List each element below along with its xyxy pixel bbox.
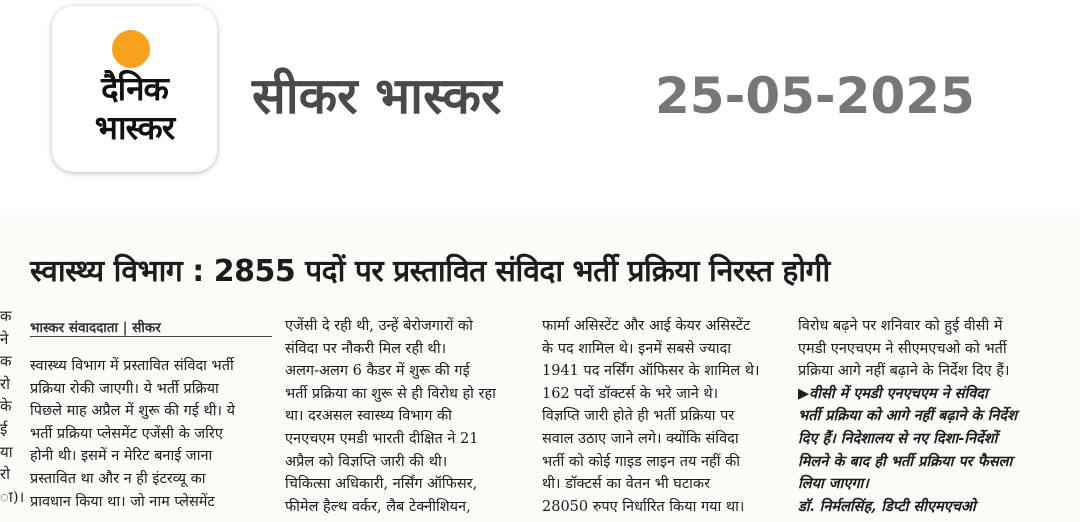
text-line: एमडी एनएचएम ने सीएमएचओ को भर्ती [798, 340, 1007, 357]
edge-mark: रो [0, 465, 11, 484]
pull-quote-line: दिए हैं। निदेशालय से नए दिशा-निर्देशों [798, 429, 998, 447]
text-line: के पद शामिल थे। इनमें सबसे ज्यादा [542, 340, 731, 357]
text-line: भर्ती प्रक्रिया प्लेसमेंट एजेंसी के जरिए [30, 425, 223, 442]
article-byline: भास्कर संवाददाता | सीकर [30, 320, 161, 336]
edge-mark: या [0, 442, 13, 461]
edge-mark: रो [0, 374, 11, 393]
text-line: भर्ती प्रक्रिया का शुरू से ही विरोध हो रहा [285, 385, 496, 402]
dainik-bhaskar-logo [52, 6, 217, 172]
pull-quote-line: मिलने के बाद ही भर्ती प्रक्रिया पर फैसला [798, 452, 1013, 470]
text-line: अलग-अलग 6 कैडर में शुरू की गई [285, 363, 470, 380]
article-column-3 [542, 315, 786, 518]
text-line: विज्ञप्ति जारी होते ही भर्ती प्रक्रिया पर [542, 408, 735, 425]
logo-text-line1: दैनिक [101, 69, 168, 108]
text-line: पिछले माह अप्रैल में शुरू की गई थी। ये [30, 403, 236, 420]
text-line: एजेंसी दे रही थी, उन्हें बेरोजगारों को [285, 318, 473, 334]
edge-mark: ने [0, 329, 9, 348]
edge-mark: क [0, 307, 12, 325]
edge-mark: ा)। [0, 487, 25, 506]
article-column-4 [798, 315, 1048, 518]
text-line: फीमेल हैल्थ वर्कर, लैब टेक्नीशियन, [285, 498, 471, 515]
article-column-2 [285, 315, 530, 518]
text-line: 28050 रुपए निर्धारित किया गया था। [542, 498, 745, 515]
edge-mark: ई [0, 419, 8, 438]
text-line: थी। डॉक्टर्स का वेतन भी घटाकर [542, 476, 711, 493]
text-line: विरोध बढ़ने पर शनिवार को हुई वीसी में [798, 318, 1003, 334]
left-edge-fragment [0, 305, 25, 508]
text-line: 162 पदों डॉक्टर्स के भरे जाने थे। [542, 385, 719, 402]
quote-attribution: डॉ. निर्मलसिंह, डिप्टी सीएमएचओ [798, 497, 976, 515]
text-line: संविदा पर नौकरी मिल रही थी। [285, 340, 447, 357]
text-line: था। दरअसल स्वास्थ्य विभाग की [285, 408, 452, 425]
text-line: स्वास्थ्य विभाग में प्रस्तावित संविदा भर्ती [30, 358, 234, 374]
text-line: अप्रैल को विज्ञप्ति जारी की थी। [285, 453, 448, 470]
text-line: प्रावधान किया था। जो नाम प्लेसमेंट [30, 493, 215, 510]
text-line: प्रक्रिया रोकी जाएगी। ये भर्ती प्रक्रिया [30, 380, 219, 397]
text-line: सवाल उठाए जाने लगे। क्योंकि संविदा [542, 430, 739, 447]
logo-text-line2: भास्कर [94, 108, 175, 147]
edition-date: 25-05-2025 [655, 67, 975, 125]
text-line: भर्ती को कोई गाइड लाइन तय नहीं की [542, 453, 740, 470]
sun-icon [112, 30, 150, 68]
edition-title: सीकर भास्कर [252, 67, 502, 125]
text-line: प्रस्तावित था और न ही इंटरव्यू का [30, 470, 206, 487]
byline-divider [30, 336, 272, 337]
edge-mark: क [0, 352, 12, 371]
text-line: प्रक्रिया आगे नहीं बढ़ाने के निर्देश दिए हैं। [798, 363, 1010, 380]
text-line: होनी थी। इसमें न मेरिट बनाई जाना [30, 448, 213, 465]
text-line: एनएचएम एमडी भारती दीक्षित ने 21 [285, 430, 479, 447]
text-line: चिकित्सा अधिकारी, नर्सिंग ऑफिसर, [285, 476, 478, 493]
text-line: फार्मा असिस्टेंट और आई केयर असिस्टेंट [542, 318, 751, 334]
edge-mark: के [0, 397, 12, 416]
article-column-1 [30, 355, 272, 513]
text-line: 1941 पद नर्सिंग ऑफिसर के शामिल थे। [542, 363, 760, 380]
pull-quote-line: ▶वीसी में एमडी एनएचएम ने संविदा [798, 384, 988, 402]
pull-quote-line: लिया जाएगा। [798, 475, 869, 493]
article-headline: स्वास्थ्य विभाग : 2855 पदों पर प्रस्तावित संविदा भर्ती प्रक्रिया निरस्त होगी [30, 254, 830, 289]
pull-quote-line: भर्ती प्रक्रिया को आगे नहीं बढ़ाने के निर्देश [798, 407, 1017, 425]
